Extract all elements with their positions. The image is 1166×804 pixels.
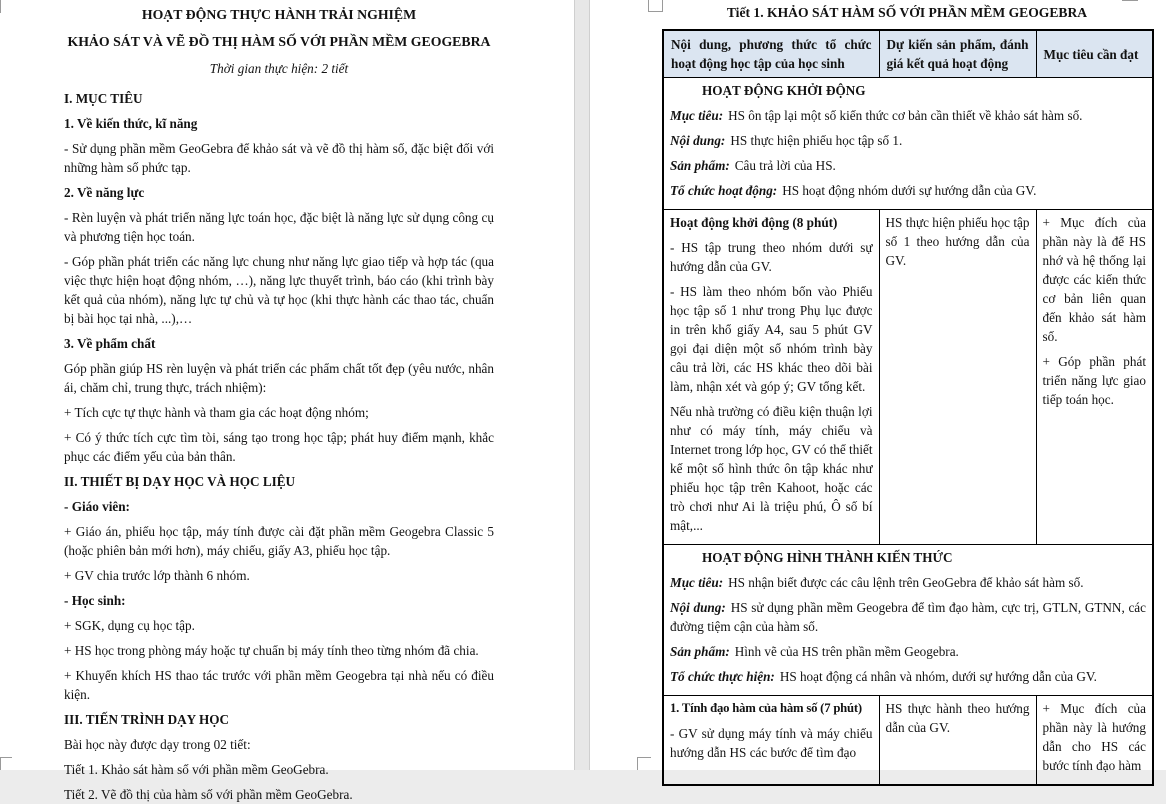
subsection-heading-kien-thuc: 1. Về kiến thức, kĩ năng: [64, 116, 198, 131]
table-header-cell-2: Dự kiến sản phẩm, đánh giá kết quả hoạt động: [879, 30, 1036, 78]
activity-content-cell: [663, 210, 879, 545]
paragraph: - HS làm theo nhóm bốn vào Phiếu học tập số 1 như trong Phụ lục được in trên khổ giấy A4, sau 5 phút GV gọi đại diện một số nhóm trình bày câu trả lời, các HS khác theo dõi bài làm, nhận xét và góp ý; GV tổng kết.: [670, 284, 873, 394]
doc-title-line-2: KHẢO SÁT VÀ VẼ ĐỒ THỊ HÀM SỐ VỚI PHẦN MỀM GEOGEBRA: [67, 34, 491, 49]
section-heading-tien-trinh: III. TIẾN TRÌNH DẠY HỌC: [64, 712, 230, 727]
noi-dung-line: Nội dung: HS thực hiện phiếu học tập số 1.: [670, 133, 903, 148]
section-row-khoi-dong: [663, 78, 1153, 210]
activity-row-khoi-dong: [663, 210, 1153, 545]
paragraph: + SGK, dụng cụ học tập.: [64, 618, 195, 633]
activity-heading-khoi-dong: HOẠT ĐỘNG KHỞI ĐỘNG: [702, 83, 866, 98]
expected-product-cell: [879, 696, 1036, 786]
table-header-row: [663, 30, 1153, 78]
subsection-heading-nang-luc: 2. Về năng lực: [64, 185, 145, 200]
table-header-cell-1: Nội dung, phương thức tổ chức hoạt động học tập của học sinh: [663, 30, 879, 78]
paragraph: + Tích cực tự thực hành và tham gia các hoạt động nhóm;: [64, 405, 369, 420]
document-page-2: [590, 0, 1166, 773]
expected-product-cell: [879, 210, 1036, 545]
noi-dung-label: Nội dung:: [670, 133, 726, 148]
label-giao-vien: - Giáo viên:: [64, 499, 130, 514]
paragraph: Tiết 2. Vẽ đồ thị của hàm số với phần mềm GeoGebra.: [64, 787, 353, 802]
lesson-title: Tiết 1. KHẢO SÁT HÀM SỐ VỚI PHẦN MỀM GEOGEBRA: [726, 5, 1088, 20]
paragraph: - Góp phần phát triển các năng lực chung như năng lực giao tiếp và hợp tác (qua việc thực hiện hoạt động nhóm, …), năng lực thuyết trình, báo cáo (khi trình bày kết quả của nhóm), năng lực tự chủ và tự học (khi thực hành các thao tác, chuẩn bị bài học tại nhà, ...),…: [64, 254, 494, 326]
activity-content-cell: [663, 696, 879, 786]
muc-tieu-line: Mục tiêu: HS nhận biết được các câu lệnh trên GeoGebra để khảo sát hàm số.: [670, 575, 1084, 590]
paragraph: + Mục đích của phần này là để HS nhớ và hệ thống lại được các kiến thức cơ bản liên quan đến khảo sát hàm số.: [1042, 215, 1146, 344]
san-pham-label: Sản phẩm:: [670, 644, 730, 659]
lesson-plan-table: [662, 29, 1154, 786]
page-corner-mark: [0, 757, 12, 770]
to-chuc-line: Tổ chức thực hiện: HS hoạt động cá nhân và nhóm, dưới sự hướng dẫn của GV.: [670, 669, 1097, 684]
paragraph: + Khuyến khích HS thao tác trước với phần mềm Geogebra tại nhà nếu có điều kiện.: [64, 668, 494, 702]
section-cell-khoi-dong: [663, 78, 1153, 210]
page-1-text-area: [0, 0, 574, 804]
activity-heading-hinh-thanh-kien-thuc: HOẠT ĐỘNG HÌNH THÀNH KIẾN THỨC: [702, 550, 953, 565]
paragraph: + HS học trong phòng máy hoặc tự chuẩn bị máy tính theo từng nhóm đã chia.: [64, 643, 479, 658]
paragraph: + GV chia trước lớp thành 6 nhóm.: [64, 568, 250, 583]
section-cell-hinh-thanh-kien-thuc: [663, 545, 1153, 696]
san-pham-line: Sản phẩm: Hình vẽ của HS trên phần mềm Geogebra.: [670, 644, 959, 659]
activity-name: Hoạt động khởi động (8 phút): [670, 215, 838, 230]
paragraph: Nếu nhà trường có điều kiện thuận lợi như có máy tính, máy chiếu và Internet trong lớp học, GV có thể thiết kế một số hình thức ôn tập khác như phiếu học tập trên Kahoot, hoặc các trò chơi như Ai là triệu phú, Ô số bí mật,...: [670, 404, 873, 533]
page-gutter: [574, 0, 590, 770]
muc-tieu-label: Mục tiêu:: [670, 575, 724, 590]
paragraph: - Rèn luyện và phát triển năng lực toán học, đặc biệt là năng lực sử dụng công cụ và phương tiện học toán.: [64, 210, 494, 244]
activity-row-tinh-dao-ham: [663, 696, 1153, 786]
table-header-cell-3: Mục tiêu cần đạt: [1036, 30, 1153, 78]
to-chuc-line: Tổ chức hoạt động: HS hoạt động nhóm dưới sự hướng dẫn của GV.: [670, 183, 1037, 198]
muc-tieu-label: Mục tiêu:: [670, 108, 724, 123]
paragraph: Tiết 1. Khảo sát hàm số với phần mềm GeoGebra.: [64, 762, 329, 777]
san-pham-label: Sản phẩm:: [670, 158, 730, 173]
target-goal-cell: [1036, 696, 1153, 786]
paragraph: HS thực hiện phiếu học tập số 1 theo hướng dẫn của GV.: [885, 215, 1030, 268]
target-goal-cell: [1036, 210, 1153, 545]
to-chuc-label: Tổ chức hoạt động:: [670, 183, 778, 198]
paragraph: + Góp phần phát triển năng lực giao tiếp toán học.: [1042, 354, 1146, 407]
page-corner-mark: [0, 0, 1, 13]
section-heading-muc-tieu: I. MỤC TIÊU: [64, 91, 143, 106]
paragraph: HS thực hành theo hướng dẫn của GV.: [885, 701, 1030, 735]
paragraph: + Có ý thức tích cực tìm tòi, sáng tạo trong học tập; phát huy điểm mạnh, khắc phục các điểm yếu của bản thân.: [64, 430, 494, 464]
label-hoc-sinh: - Học sinh:: [64, 593, 126, 608]
paragraph: Góp phần giúp HS rèn luyện và phát triển các phẩm chất tốt đẹp (yêu nước, nhân ái, chăm chỉ, trung thực, trách nhiệm):: [64, 361, 494, 395]
doc-subtitle: Thời gian thực hiện: 2 tiết: [209, 61, 349, 76]
muc-tieu-line: Mục tiêu: HS ôn tập lại một số kiến thức cơ bản cần thiết về khảo sát hàm số.: [670, 108, 1083, 123]
paragraph: - HS tập trung theo nhóm dưới sự hướng dẫn của GV.: [670, 240, 873, 274]
noi-dung-line: Nội dung: HS sử dụng phần mềm Geogebra để tìm đạo hàm, cực trị, GTLN, GTNN, các đường tiệm cận của hàm số.: [670, 600, 1146, 634]
page-corner-mark: [1122, 0, 1138, 1]
paragraph: + Mục đích của phần này là hướng dẫn cho HS các bước tính đạo hàm: [1042, 701, 1146, 773]
paragraph: Bài học này được dạy trong 02 tiết:: [64, 737, 251, 752]
subsection-heading-pham-chat: 3. Về phẩm chất: [64, 336, 156, 351]
document-page-1: [0, 0, 574, 802]
page-corner-mark: [637, 757, 651, 770]
section-heading-thiet-bi: II. THIẾT BỊ DẠY HỌC VÀ HỌC LIỆU: [64, 474, 296, 489]
activity-name: 1. Tính đạo hàm của hàm số (7 phút): [670, 701, 862, 715]
page-corner-mark: [648, 0, 663, 12]
paragraph: + Giáo án, phiếu học tập, máy tính được cài đặt phần mềm Geogebra Classic 5 (hoặc phiên bản mới hơn), máy chiếu, giấy A3, phiếu học tập.: [64, 524, 494, 558]
paragraph: - Sử dụng phần mềm GeoGebra để khảo sát và vẽ đồ thị hàm số, đặc biệt đối với những hàm số phức tạp.: [64, 141, 494, 175]
san-pham-line: Sản phẩm: Câu trả lời của HS.: [670, 158, 836, 173]
section-row-hinh-thanh-kien-thuc: [663, 545, 1153, 696]
to-chuc-label: Tổ chức thực hiện:: [670, 669, 775, 684]
doc-title-line-1: HOẠT ĐỘNG THỰC HÀNH TRẢI NGHIỆM: [141, 7, 417, 22]
noi-dung-label: Nội dung:: [670, 600, 726, 615]
paragraph: - GV sử dụng máy tính và máy chiếu hướng dẫn HS các bước để tìm đạo: [670, 726, 873, 760]
